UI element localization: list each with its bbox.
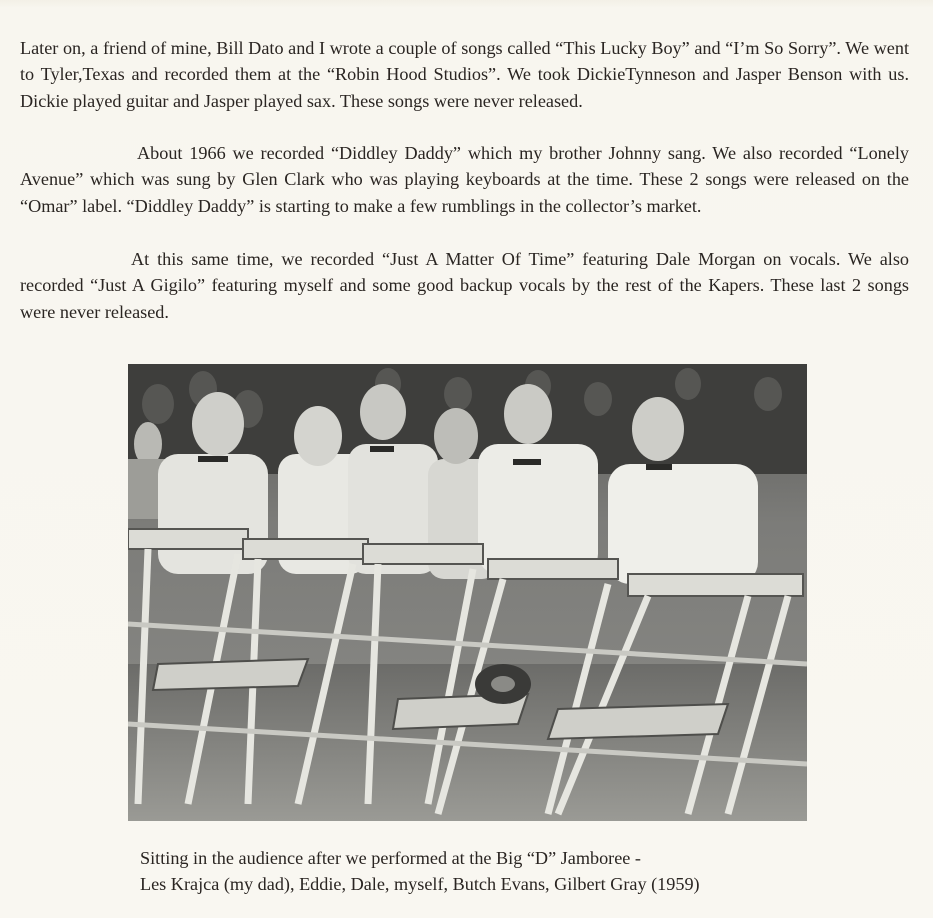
paragraph-3: At this same time, we recorded “Just A Matter Of Time” featuring Dale Morgan on vocals. We also recorded “Just A Gigilo” featuring myself and some good backup vocals by the rest of the Kapers. These last 2 songs were never released. — [20, 249, 909, 322]
caption-line-2: Les Krajca (my dad), Eddie, Dale, myself, Butch Evans, Gilbert Gray (1959) — [140, 874, 700, 894]
caption-line-1: Sitting in the audience after we performed at the Big “D” Jamboree - — [140, 848, 641, 868]
photo-caption — [140, 845, 880, 897]
paragraph-2: About 1966 we recorded “Diddley Daddy” which my brother Johnny sang. We also recorded “Lonely Avenue” which was sung by Glen Clark who was playing keyboards at the time. These 2 songs were released on the “Omar” label. “Diddley Daddy” is starting to make a few rumblings in the collector’s market. — [20, 143, 909, 216]
paragraph-1: Later on, a friend of mine, Bill Dato and I wrote a couple of songs called “This Lucky Boy” and “I’m So Sorry”. We went to Tyler,Texas and recorded them at the “Robin Hood Studios”. We took DickieTynneson and Jasper Benson with us. Dickie played guitar and Jasper played sax. These songs were never released. — [20, 38, 909, 111]
photo-illustration — [128, 364, 807, 821]
photograph — [128, 364, 807, 821]
